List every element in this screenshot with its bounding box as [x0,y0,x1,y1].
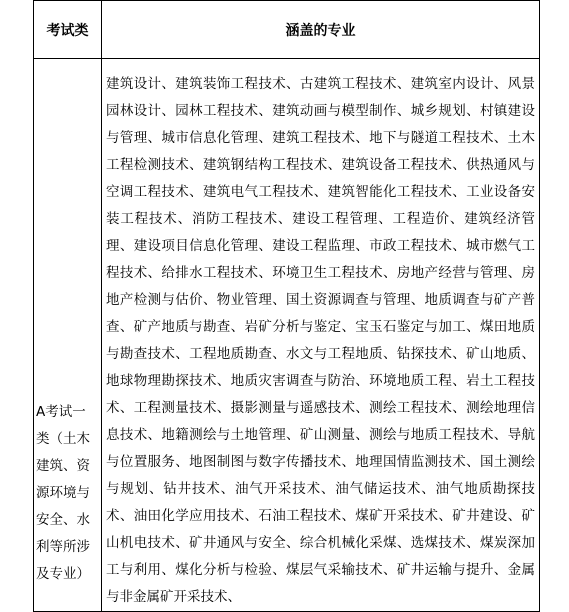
header-category: 考试类 [34,1,102,59]
exam-category-table [33,0,540,612]
table-header-row [34,1,540,59]
table-row [34,59,540,612]
header-majors: 涵盖的专业 [102,1,540,59]
majors-cell: 建筑设计、建筑装饰工程技术、古建筑工程技术、建筑室内设计、风景园林设计、园林工程技术、建筑动画与模型制作、城乡规划、村镇建设与管理、城市信息化管理、建筑工程技术、地下与隧道工程技术、土木工程检测技术、建筑钢结构工程技术、建筑设备工程技术、供热通风与空调工程技术、建筑电气工程技术、建筑智能化工程技术、工业设备安装工程技术、消防工程技术、建设工程管理、工程造价、建筑经济管理、建设项目信息化管理、建设工程监理、市政工程技术、城市燃气工程技术、给排水工程技术、环境卫生工程技术、房地产经营与管理、房地产检测与估价、物业管理、国土资源调查与管理、地质调查与矿产普查、矿产地质与勘查、岩矿分析与鉴定、宝玉石鉴定与加工、煤田地质与勘查技术、工程地质勘查、水文与工程地质、钻探技术、矿山地质、地球物理勘探技术、地质灾害调查与防治、环境地质工程、岩土工程技术、工程测量技术、摄影测量与遥感技术、测绘工程技术、测绘地理信息技术、地籍测绘与土地管理、矿山测量、测绘与地质工程技术、导航与位置服务、地图制图与数字传播技术、地理国情监测技术、国土测绘与规划、钻井技术、油气开采技术、油气储运技术、油气地质勘探技术、油田化学应用技术、石油工程技术、煤矿开采技术、矿井建设、矿山机电技术、矿井通风与安全、综合机械化采煤、选煤技术、煤炭深加工与利用、煤化分析与检验、煤层气采输技术、矿井运输与提升、金属与非金属矿开采技术、 [102,59,540,612]
category-cell: A考试一类（土木建筑、资源环境与安全、水利等所涉及专业） [34,59,102,612]
